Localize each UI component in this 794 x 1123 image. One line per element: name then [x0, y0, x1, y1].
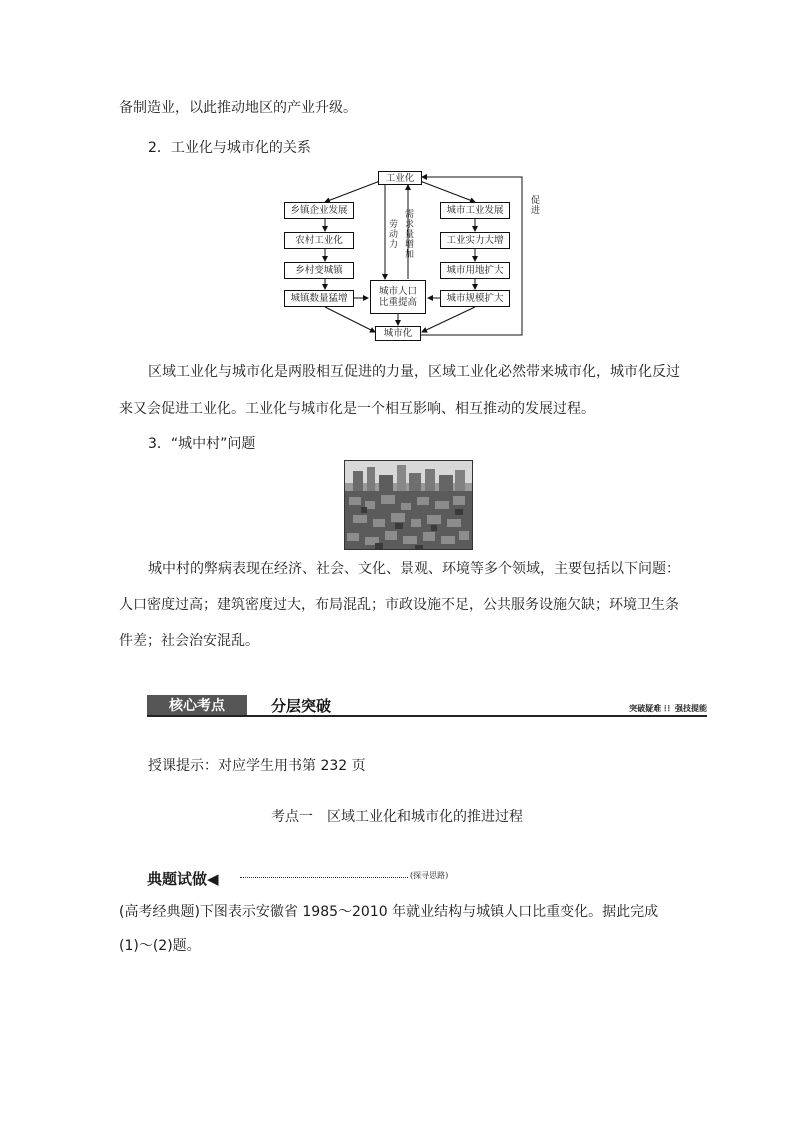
node-industrialization: 工业化	[378, 171, 422, 185]
question-text: (1)～(2)题。	[119, 938, 201, 954]
urban-village-photo	[344, 460, 473, 550]
section-title: 考点一 区域工业化和城市化的推进过程	[271, 809, 523, 825]
label-labor: 劳动力	[387, 219, 397, 249]
question-text: (高考经典题)下图表示安徽省 1985～2010 年就业结构与城镇人口比重变化。据此完成	[119, 904, 659, 920]
industrialization-urbanization-diagram	[270, 167, 560, 345]
section-heading: 3．“城中村”问题	[148, 436, 256, 452]
banner-right-tags	[629, 703, 707, 714]
dianti-tip: (探寻思路)	[410, 871, 449, 880]
diagram-arrows	[270, 167, 560, 345]
teaching-hint: 授课提示：对应学生用书第 232 页	[148, 758, 366, 774]
banner-tag-a: 突破疑难	[629, 703, 662, 713]
paragraph-text: 城中村的弊病表现在经济、社会、文化、景观、环境等多个领域，主要包括以下问题：	[148, 561, 680, 577]
banner-tag-b: 强技提能	[675, 703, 707, 713]
node-right-4: 城市规模扩大	[440, 290, 510, 307]
node-left-2: 农村工业化	[284, 232, 354, 249]
node-urban-population: 城市人口比重提高	[370, 280, 426, 314]
node-left-3: 乡村变城镇	[284, 262, 354, 279]
paragraph-text: 人口密度过高；建筑密度过大，布局混乱；市政设施不足，公共服务设施欠缺；环境卫生条	[119, 597, 679, 613]
paragraph-text: 件差；社会治安混乱。	[119, 633, 259, 649]
node-right-1: 城市工业发展	[440, 202, 510, 219]
label-promote: 促进	[529, 195, 539, 215]
dianti-title: 典题试做◀	[147, 870, 219, 888]
section-heading: 2．工业化与城市化的关系	[148, 140, 311, 156]
paragraph-text: 备制造业，以此推动地区的产业升级。	[119, 100, 357, 116]
paragraph-text: 来又会促进工业化。工业化与城市化是一个相互影响、相互推动的发展过程。	[119, 401, 595, 417]
node-right-3: 城市用地扩大	[440, 262, 510, 279]
banner-layer-label: 分层突破	[270, 696, 331, 715]
dotted-leader	[240, 877, 408, 878]
node-urbanization: 城市化	[375, 326, 421, 341]
node-left-1: 乡镇企业发展	[284, 202, 354, 219]
dots-icon: ⁞⁞	[663, 703, 675, 713]
paragraph-text: 区域工业化与城市化是两股相互促进的力量，区域工业化必然带来城市化，城市化反过	[148, 364, 680, 380]
section-banner	[147, 695, 707, 717]
label-demand: 需求量增加	[403, 209, 413, 259]
node-right-2: 工业实力大增	[440, 232, 510, 249]
node-left-4: 城镇数量猛增	[284, 290, 354, 307]
banner-core-label: 核心考点	[147, 695, 247, 715]
banner-rule	[147, 715, 707, 717]
